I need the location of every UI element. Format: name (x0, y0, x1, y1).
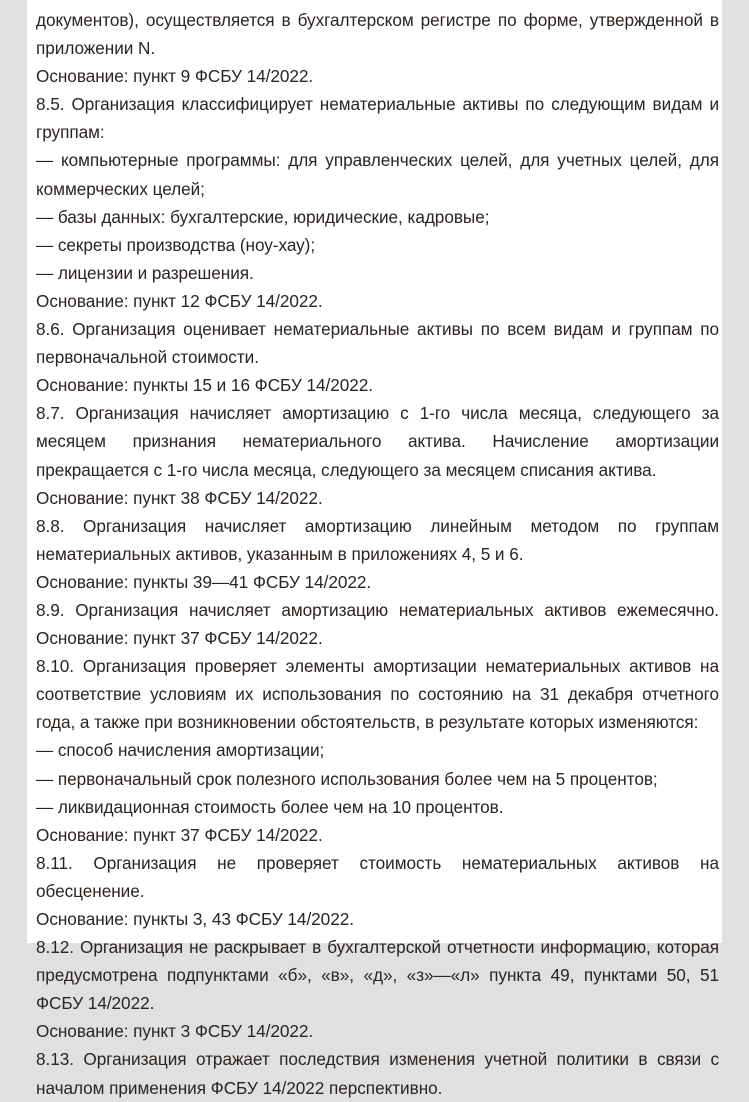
paragraph-basis-punkty-3-43: Основание: пункты 3, 43 ФСБУ 14/2022. (36, 909, 354, 929)
paragraph-basis-punkt-12: Основание: пункт 12 ФСБУ 14/2022. (36, 290, 323, 311)
paragraph-clause-8-12: 8.12. Организация не раскрывает в бухгалтерской отчетности информацию, которая предусмотрена подпунктами «б», «в», «д», «з»—«л» пункта 49, пунктами 50, 51 ФСБУ 14/2022. (36, 937, 719, 1014)
paragraph-basis-punkty-15-16: Основание: пункты 15 и 16 ФСБУ 14/2022. (36, 375, 373, 396)
paragraph-clause-8-6: 8.6. Организация оценивает нематериальные активы по всем видам и группам по первоначальной стоимости. (36, 319, 719, 368)
paragraph-continued-8-4: документов), осуществляется в бухгалтерском регистре по форме, утвержденной в приложении N. (36, 10, 719, 59)
paragraph-clause-8-8: 8.8. Организация начисляет амортизацию линейным методом по группам нематериальных активов, указанным в приложениях 4, 5 и 6. (36, 515, 719, 564)
paragraph-basis-punkt-37-a: Основание: пункт 37 ФСБУ 14/2022. (36, 628, 323, 649)
page-margin-left (0, 0, 27, 943)
paragraph-dash-item-residual-value: — ликвидационная стоимость более чем на 10 процентов. (36, 796, 504, 817)
paragraph-clause-8-9: 8.9. Организация начисляет амортизацию нематериальных активов ежемесячно. (36, 599, 719, 620)
paragraph-basis-pункт-9: Основание: пункт 9 ФСБУ 14/2022. (36, 66, 314, 87)
paragraph-dash-item-computer-programs: — компьютерные программы: для управленческих целей, для учетных целей, для коммерческих целей; (36, 150, 719, 199)
paragraph-clause-8-11: 8.11. Организация не проверяет стоимость нематериальных активов на обесценение. (36, 852, 719, 901)
paragraph-dash-item-useful-life: — первоначальный срок полезного использования более чем на 5 процентов; (36, 768, 658, 789)
document-page-sheet (27, 0, 722, 1098)
paragraph-basis-punkt-37-b: Основание: пункт 37 ФСБУ 14/2022. (36, 824, 323, 845)
paragraph-clause-8-10: 8.10. Организация проверяет элементы амортизации нематериальных активов на соответствие условиям их использования по состоянию на 31 декабря отчетного года, а также при возникновении обстоятельств, в результате которых изменяются: (36, 656, 719, 733)
paragraph-dash-item-databases: — базы данных: бухгалтерские, юридические, кадровые; (36, 206, 490, 227)
paragraph-clause-8-7: 8.7. Организация начисляет амортизацию с 1-го числа месяца, следующего за месяцем признания нематериального актива. Начисление амортизации прекращается с 1-го числа месяца, следующего за месяцем списания актива. (36, 403, 719, 480)
paragraph-clause-8-5: 8.5. Организация классифицирует нематериальные активы по следующим видам и группам: (36, 94, 719, 143)
page-margin-right (722, 0, 749, 943)
paragraph-basis-punkt-3: Основание: пункт 3 ФСБУ 14/2022. (36, 1021, 314, 1042)
paragraph-dash-item-trade-secrets: — секреты производства (ноу-хау); (36, 234, 316, 255)
paragraph-dash-item-licenses: — лицензии и разрешения. (36, 262, 254, 283)
paragraph-basis-punkty-39-41: Основание: пункты 39—41 ФСБУ 14/2022. (36, 571, 372, 592)
paragraph-dash-item-depreciation-method: — способ начисления амортизации; (36, 740, 325, 761)
paragraph-basis-punkt-38: Основание: пункт 38 ФСБУ 14/2022. (36, 487, 323, 508)
paragraph-clause-8-13: 8.13. Организация отражает последствия изменения учетной политики в связи с началом применения ФСБУ 14/2022 перспективно. (36, 1049, 719, 1098)
document-text-column (36, 6, 719, 1102)
